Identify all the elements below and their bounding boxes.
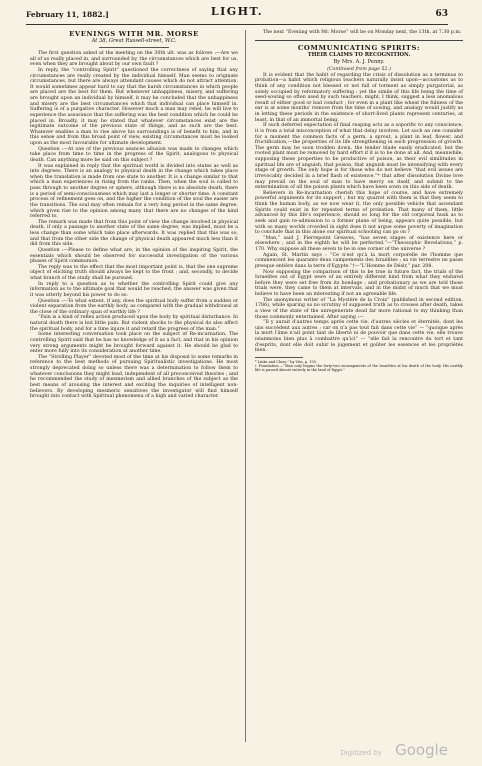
page-header [26,4,448,24]
section-rule [255,40,463,41]
paragraph: Question :—To what extent, if any, does the spiritual body suffer from a sudden or violent separation from the earthly body, as compared with the gradual withdrawal at the close of the ordinary span of earthly life ? [30,298,238,315]
paragraph: Now supposing the comparison of this to be true in future fact, the trials of the Israelites out of Egypt were of an entirely different kind from what they endured before they were set free from its bondage ; and probationary as we are told those trials were, they came to them at intervals, and in the midst of much that we must believe to have been an interesting if not an agreeable life. [255,269,463,297]
footnote-rule [255,357,303,358]
header-rule [26,24,448,25]
article-author: By Mrs. A. J. Penny. [333,58,385,65]
footnote: † Foundation.—“Man only begins the forty-two encampments of the Israelites at his death of the body. His earthly life is passed almost entirely in the land of Egypt.” [255,363,463,373]
column-divider [245,30,246,742]
paragraph: It is evident that the habit of regarding the crisis of dissolution as a terminus to probation—a habit which religious teachers naturally insist upon—accustoms us to think of any condition not blessed or not full of torment as simply purgatorial, as solely occupied by reformatory suffering : yet the simile of this life being the time of seed-sowing so often used by such teachers, might, I think, suggest a less anomalous result of either good or bad conduct ; for even in a plant like wheat the fulness of the ear is at some months' remove from the time of sowing, and analogy would justify us in letting these periods in the existence of short-lived plants represent centuries, at least, in that of an immortal being. [255,72,463,123]
paragraph: “Man,” said J. Pierrepoint Greaves, “has seven stages of existence here or elsewhere ; and in the eighth he will be perfected.”—“Theosophic Revelations,” p. 170. Why suppose all these seven to be in one corner of the universe ? [255,235,463,252]
article-title: COMMUNICATING SPIRITS: [297,43,421,52]
paragraph: In reply to a question as to whether the controlling Spirit could give any information as to the ultimate goal that would be reached, the answer was given that it was utterly beyond his power to do so. [30,281,238,298]
paragraph: It was explained in reply that the spiritual world is divided into states as well as into degrees. There is an analogy to physical death in the change which takes place when the translation is made from one state to another. It is a change similar to that which a man experiences in rising from the ranks. Then, when the soul is called to pass through to another degree or sphere, although there is no absolute death, there is a period of semi-consciousness which may last a longer or shorter time. A constant process of refinement goes on, and the higher the condition of the soul the easier are the transitions. The soul may often remain for a very long period in the same degree, which given rise to the opinion among many that there are no changes of the kind referred to. [30,163,238,220]
paragraph: If such deferred expectation of final reaping acts as a soporific to any conscience, it is from a total misconception of what that delay involves. Let such an one consider for a moment the common facts of a germ, a sprout, a plant in leaf, flower, and fructification,—the properties of its life strengthening in each progression of growth. The germ may be soon trodden down, the tender blade easily eradicated, but the rooted plant must be removed by hard effort if it is to be done at all. And, meanwhile, supposing these properties to be productive of poison, as their evil similitudes in spiritual life are of anguish, that poison, that anguish must be intensifying with every stage of growth. The only hope is for those who do not believe “that evil issues are irrevocably decided in a brief flash of existence,”* that after dissolution Divine love may prevail on the soul of man to have mercy on itself, and submit to the extermination of all the poison plants which have been sown on this side of death. [255,123,463,191]
paragraph: Believers in Re-incarnation cherish this hope of course, and have extremely powerful arguments for its support ; but my quarrel with them is that they seem to think the human body, as we now wear it, the only possible vehicle that ascendant Spirits could exist in for repeated terms of probation. That many of them, little advanced by this life's experience, should so long for the old corporeal husk as to seek and gain re-admission to a former plane of being, appears quite possible, but with so many worlds crowded in sight does it not argue some poverty of imagination to conclude that in this alone our spiritual schooling can go on ? [255,190,463,236]
paragraph: The reply was to the effect that the most important point is, that the one supreme object of eliciting truth should always be kept to the front ; and, secondly, to decide what branch of the study shall be pursued. [30,264,238,281]
journal-title: LIGHT. [210,5,264,18]
paragraph: In reply, the “controlling Spirit” questioned the correctness of saying that any circumstances are really created by the individual himself. Man seems to originate circumstances, but there are always attendant causes which do not attract attention. It would sometimes appear hard to say that the harsh circumstances in which people are placed are the best for them. But whenever unhappiness, misery, and suffering are brought upon an individual by himself, it may be concluded that the unhappiness and misery are the best circumstances which that individual can place himself in. Suffering is of a purgative character. However much a man may rebel, he will live to experience the assurance that the suffering was the best condition which he could be placed in. Broadly, it may be stated that whatever circumstances exist are the legitimate outcome of the previous state of things, and as such are the best. Whatever enables a man to rise above his surroundings is of benefit to him, and in this sense and from this broad point of view, existing circumstances must be looked upon as the most favourable for ultimate development. [30,67,238,146]
watermark-prefix: Digitized by [340,749,382,757]
title-rule [99,47,169,48]
paragraph: “Pain is a kind of reflex action produced upon the body by spiritual disturbance. In natural death there is but little pain. But violent shocks to the physical do also affect the spiritual body, and for a time injure it and retard the progress of the man.” [30,315,238,332]
right-column [255,30,463,372]
paragraph: The next “Evening with Mr. Morse” will be on Monday next, the 13th, at 7.30 p.m. [263,30,462,35]
article-address: At 38, Great Russell-street, W.C. [91,38,177,44]
paragraph: The first question asked at the meeting on the 30th ult. was as follows :—Are we all of us really placed in, and surrounded by, the circumstances which are best for us, even when they are brought about by our own fault ? [30,51,238,68]
paragraph: The “Strolling Player” devoted most of the time at his disposal to some remarks in reference to the best methods of pursuing Spiritualistic investigations. He most strongly deprecated doing so unless there was a determination to follow them to whatever conclusions they might lead, independent of all preconceived theories ; and he recommended the study of mesmerism and allied branches of the subject as the best means of arousing the interest and exciting the inquiries of intelligent non-believers. By developing mesmeric sensitives the investigator will find himself brought into contact with Spiritual phenomena of a high and varied character. [30,354,238,400]
paragraph: “Il y aurait d'autres temps après cette vie, d'autres siècles et éternités, dont les uns succèdent aux autres ; car on n'a pas tout fait dans cette vie” — “quoique après la mort l'âme n'ait point tant de liberté ni de pouvoir que dans cette vie, elle trouve néanmoins bien plus à combattre qu'ici” — “elle fait la rencontre du tort et tant d'esprits, dont elle doit subir le jugement et goûter les essences et les propriétés bien. [255,320,463,354]
page-number: 63 [435,9,448,19]
continued-note: (Continued from page 52.) [327,66,391,72]
article-subtitle: THEIR CLAIMS TO RECOGNITION. [307,51,411,58]
footnote: * Links and Clues,” by Vita, p. 155. [255,359,318,364]
paragraph: The remark was made that from this point of view the change involved in physical death, if only a passage to another state of the same degree, was implied, must be a less change than some which take place afterwards. It was replied that this was so, and that from the other side the change of physical death appeared much less than it did from this side. [30,219,238,248]
article-title: EVENINGS WITH MR. MORSE [69,30,199,38]
google-logo: Google [395,741,448,759]
issue-date: February 11, 1882.] [26,10,109,19]
paragraph: The anonymous writer of “La Mystère de la Croix” (published in second edition, 1786), while sparing us no scrutiny of supposed truth as to crosses after death, takes a view of the state of the unregenerate dead far more rational to my thinking than those commonly entertained. After saying :— [255,297,463,320]
paragraph: Some interesting conversation took place on the subject of Re-incarnation. The controlling Spirit said that he has no knowledge of it as a fact, and that in his opinion very strong arguments might be brought forward against it. He should be glad to enter more fully into its consideration at another time. [30,332,238,355]
left-column [30,30,238,400]
paragraph: Question :—At one of the previous seances allusion was made to changes which take place from time to time in the progress of the Spirit, analogous to physical death. Can anything more be said on this subject ? [30,146,238,163]
paragraph: Question :—Please to define what are, in the opinion of the inspiring Spirit, the essentials which should be observed for successful investigation of the various phases of Spirit communion. [30,247,238,265]
paragraph: Again, St. Martin says : “Ce n'est qu'à la mort corporelle de l'homme que commencent les quarante deux campements des Israélites ; sa vie terrestre ne passe presque entière dans la terre d'Egypte.”†—“L'Homme de Désir,” par. 208. [255,252,463,269]
